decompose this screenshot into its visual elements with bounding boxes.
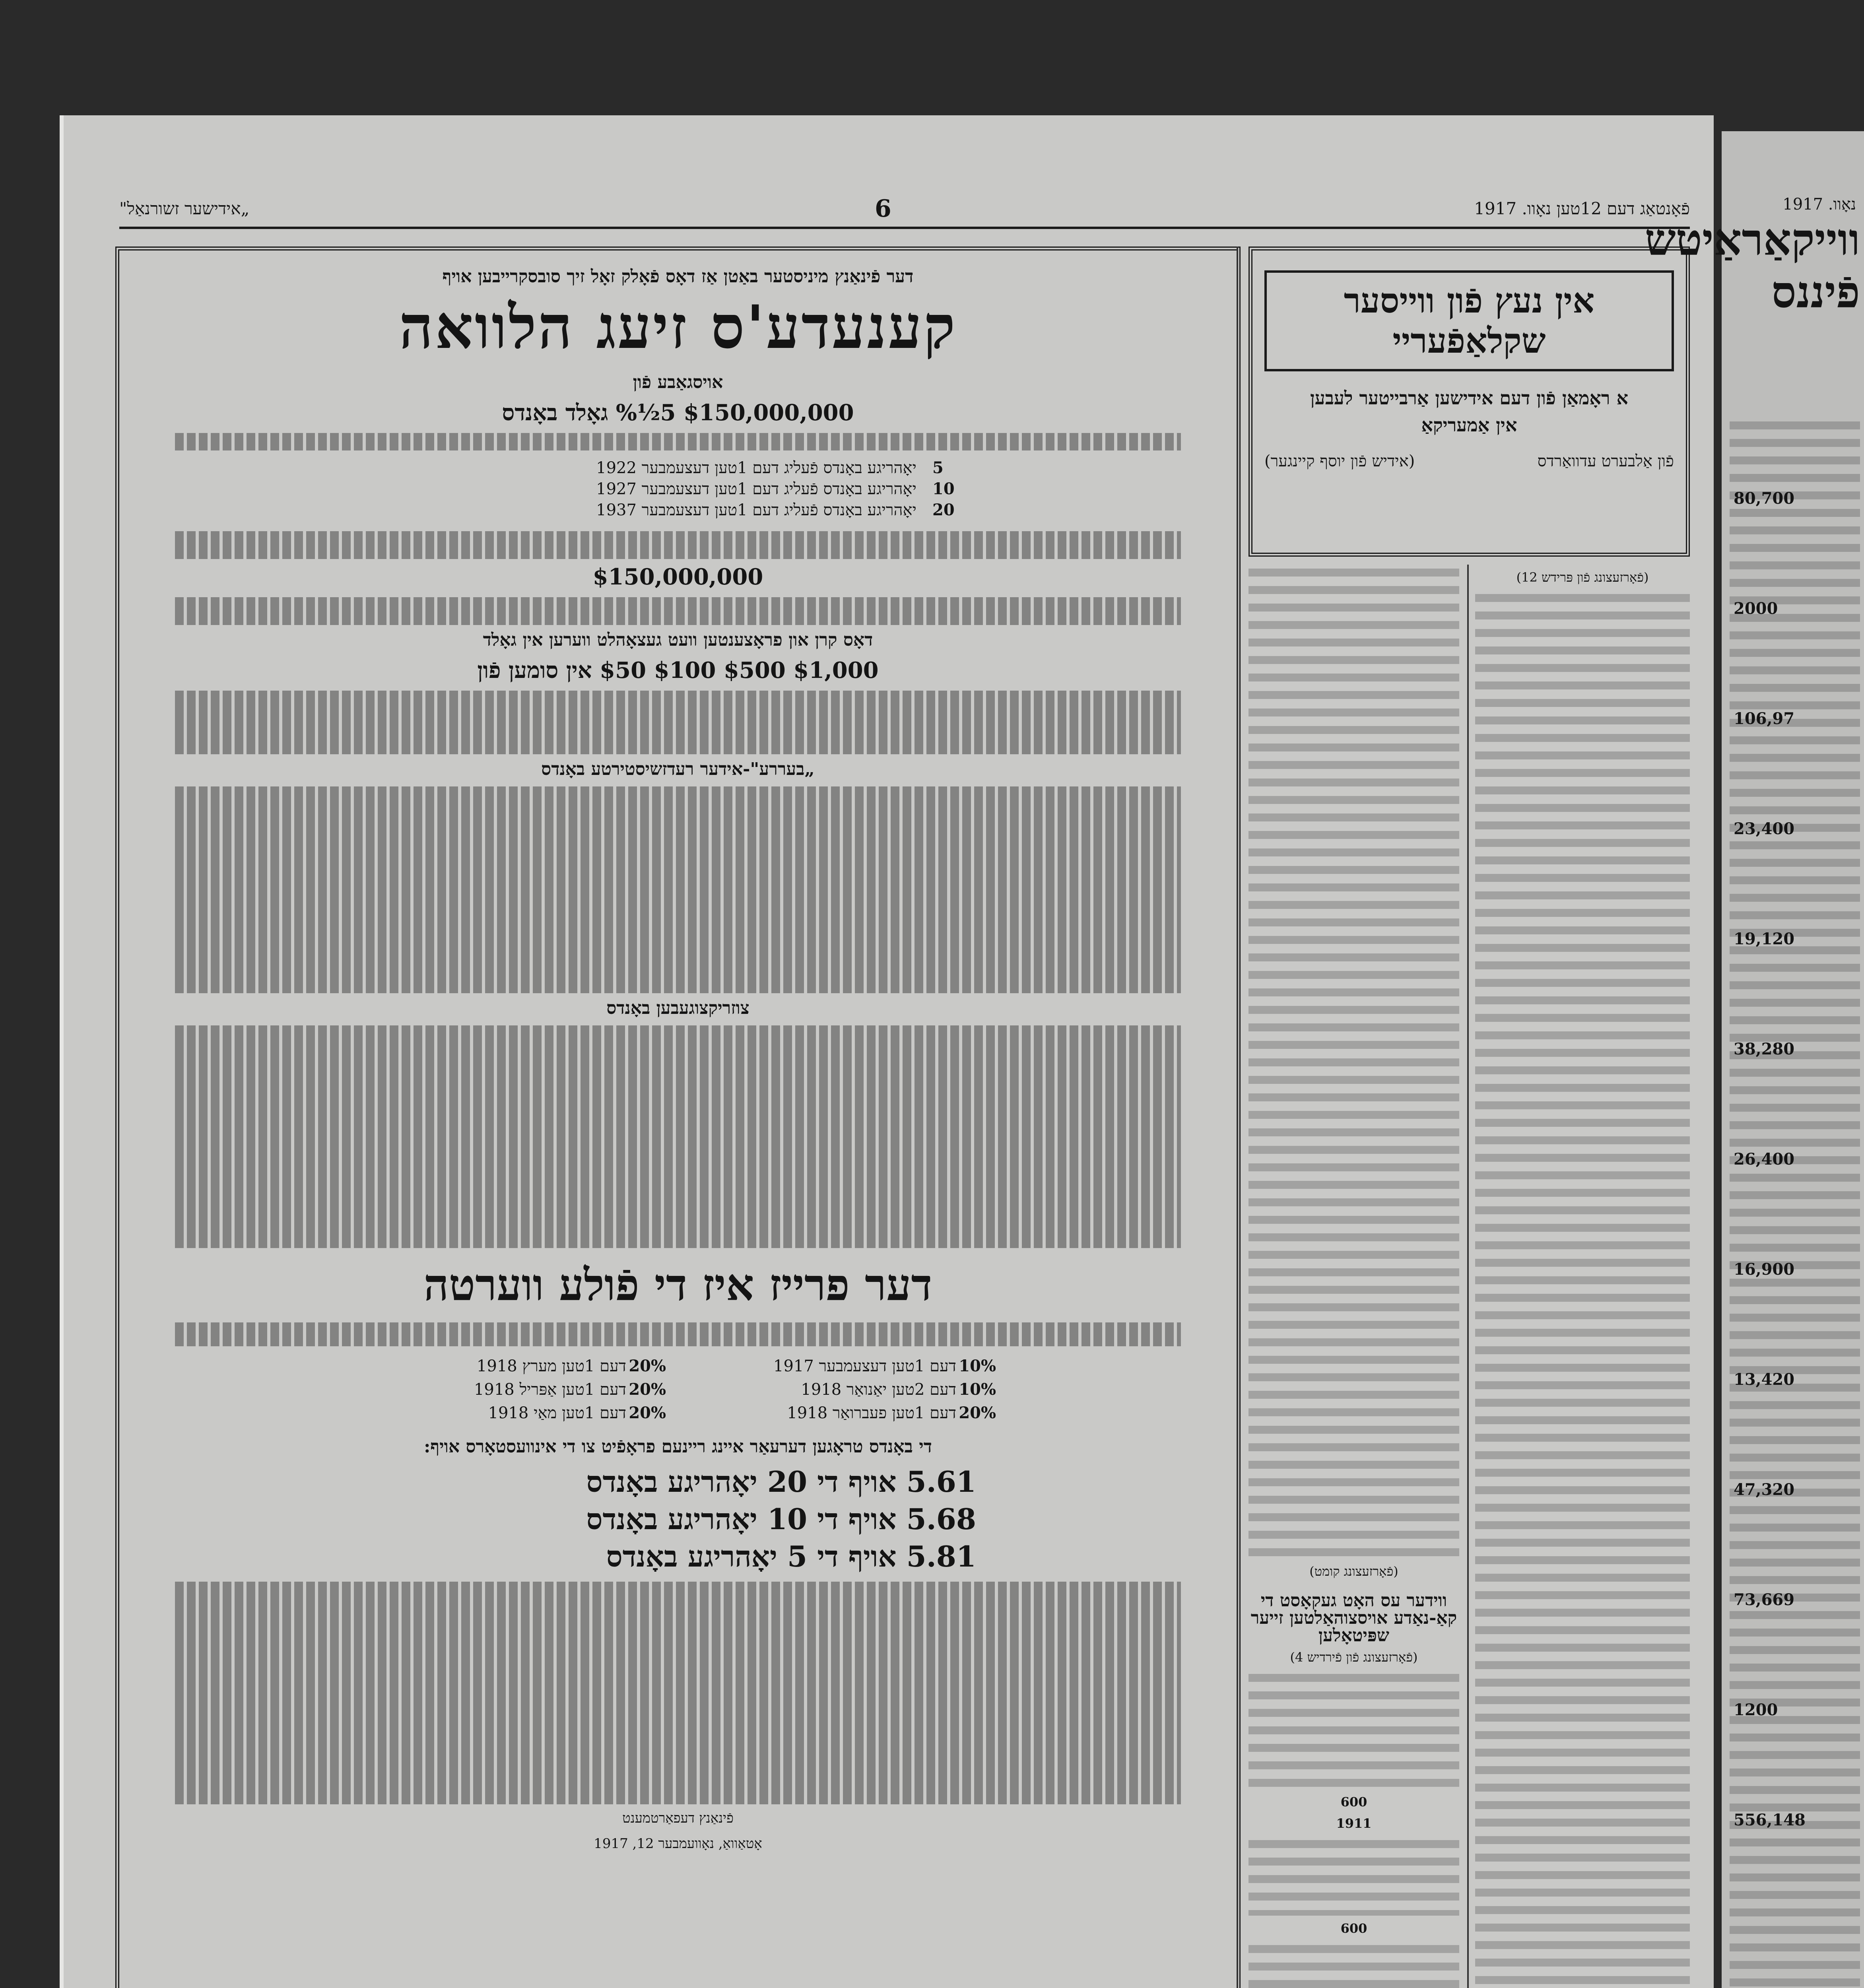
text-block [175, 433, 1181, 450]
figure: 80,700 [1734, 489, 1795, 508]
payment-row: 10% דעם 1טען דעצעמבער 1917 [773, 1356, 996, 1375]
denoms-heading: דאָס קרן און פראָצענטען וועט געצאָהלט ווערען אין גאָלד [483, 630, 873, 650]
article-note: (פֿאָרזעצונג פֿון פֿירדיש 4) [1290, 1650, 1418, 1665]
serial-title: אין נעץ פֿון ווייסער שקלאַפֿעריי [1264, 270, 1674, 371]
denominations: $1,000 $500 $100 $50 אין סומען פֿון [477, 657, 879, 683]
maturity-list [400, 458, 956, 519]
text-block [1248, 1836, 1459, 1916]
ad-intro: דער פֿינאַנץ מיניסטער באַטן אַז דאָס פֿאָלק זאָל זיך סובסקרייבען אויף [442, 266, 914, 287]
text-block [175, 1322, 1181, 1346]
adjacent-page-title: ווייקאַראַיטש [1645, 214, 1860, 265]
adjacent-page-title-2: פֿיננס [1771, 266, 1860, 318]
interest-heading: צוזריקצוגעבען באָנדס [606, 998, 749, 1018]
ministry-signature: פֿינאַנץ דעפאַרטמענט [622, 1810, 734, 1826]
payment-row: 20% דעם 1טען מאַי 1918 [488, 1403, 666, 1422]
article-figure: 600 [1340, 1921, 1367, 1936]
payment-row: 20% דעם 1טען פעברואַר 1918 [787, 1403, 996, 1422]
ad-amount: $150,000,000 5½% גאָלד באָנדס [502, 400, 854, 426]
ad-amount-2: $150,000,000 [592, 564, 763, 590]
column-divider [1237, 247, 1238, 1988]
maturity-row: 5 יאָהריגע באָנדס פֿעליג דעם 1טען דעצעמבער 1922 [596, 458, 944, 477]
signature-place-date: אָטאַוואַ, נאָוועמבער 12, 1917 [594, 1835, 762, 1852]
figure: 13,420 [1734, 1370, 1795, 1389]
figure: 38,280 [1734, 1040, 1795, 1058]
text-block [1475, 590, 1690, 1988]
article-title: ווידער עס האָט געקאָסט די קאַ-נאַדע אויסצוהאַלטען זייער שפּיטאָלען [1250, 1590, 1457, 1646]
header-date: פֿאָנטאַג דעם 12טען נאָוו. 1917 [1474, 199, 1690, 218]
continuation-note: (פֿאָרזעצונג פֿון פּרידש 12) [1516, 570, 1649, 585]
article-figure: 1911 [1336, 1816, 1372, 1831]
text-block [1248, 1670, 1459, 1789]
serial-credits [1264, 452, 1674, 470]
price-heading: דער פרייז איז די פֿולע ווערטה [423, 1259, 932, 1310]
loan-advertisement [115, 247, 1241, 1988]
ad-subtitle: אויסגאַבע פֿון [633, 372, 723, 392]
yield-row: 5.81 אויף די 5 יאָהריגע באָנדס [606, 1539, 976, 1573]
yield-heading: די באָנדס טראָגען דערעאַר איינג ריינעם פראָפֿיט צו די אינוועסטאָרס אויף: [424, 1436, 932, 1457]
text-block [1248, 565, 1459, 1559]
article-figure: 600 [1340, 1794, 1367, 1809]
figure: 47,320 [1734, 1480, 1795, 1499]
serial-translator: (אידיש פֿון יוסף קיינגער) [1264, 452, 1415, 470]
registered-heading: „בעררע"-אידער רעדזשיסטירטע באָנדס [541, 759, 815, 779]
yield-row: 5.68 אויף די 10 יאָהריגע באָנדס [586, 1502, 976, 1536]
text-block [175, 531, 1181, 559]
serial-column-left [1248, 565, 1459, 1988]
figure: 23,400 [1734, 819, 1795, 838]
serial-subtitle-2: אין אַמעריקאַ [1421, 414, 1517, 436]
serial-author: פֿון אַלבערט עדוואַרדס [1537, 452, 1674, 470]
figure: 2000 [1734, 599, 1778, 618]
adjacent-page-figures [1734, 489, 1806, 1921]
figure: 556,148 [1734, 1811, 1806, 1829]
serial-title-box [1248, 247, 1690, 557]
header-rule [119, 227, 1690, 229]
maturity-row: 10 יאָהריגע באָנדס פֿעליג דעם 1טען דעצעמבער 1927 [596, 480, 955, 498]
figure: 1200 [1734, 1701, 1778, 1719]
ad-title: קענעדע'ס זיעג הלוואה [399, 292, 957, 362]
yield-row: 5.61 אויף די 20 יאָהריגע באָנדס [586, 1464, 976, 1499]
serial-subtitle: א ראָמאַן פֿון דעם אידישען אַרבייטער לעבען [1310, 387, 1629, 409]
payment-row: 20% דעם 1טען מערץ 1918 [476, 1356, 666, 1375]
adjacent-page [1645, 131, 1864, 1988]
maturity-row: 20 יאָהריגע באָנדס פֿעליג דעם 1טען דעצעמבער 1937 [596, 501, 955, 519]
figure: 16,900 [1734, 1260, 1795, 1279]
payment-schedule [360, 1354, 996, 1425]
text-block [175, 597, 1181, 625]
figure: 106,97 [1734, 709, 1795, 728]
text-block [175, 691, 1181, 754]
page-header [119, 195, 1690, 227]
text-block [175, 786, 1181, 993]
serial-column-right [1475, 565, 1690, 1988]
text-block [175, 1582, 1181, 1804]
figure: 26,400 [1734, 1150, 1795, 1169]
text-block [175, 1025, 1181, 1248]
to-be-continued: (פֿאָרזעצונג קומט) [1309, 1564, 1398, 1579]
adjacent-page-header: נאָוו. 1917 [1782, 195, 1856, 214]
yield-list [380, 1465, 976, 1574]
text-block [1248, 1941, 1459, 1988]
payment-row: 20% דעם 1טען אַפּריל 1918 [474, 1380, 666, 1399]
column-divider [1467, 565, 1469, 1988]
figure: 19,120 [1734, 930, 1795, 948]
figure: 73,669 [1734, 1590, 1795, 1609]
payment-row: 10% דעם 2טען יאַנואַר 1918 [801, 1380, 996, 1399]
page-number: 6 [875, 195, 891, 223]
header-paper-name: „אידישער זשורנאַל" [119, 199, 250, 218]
